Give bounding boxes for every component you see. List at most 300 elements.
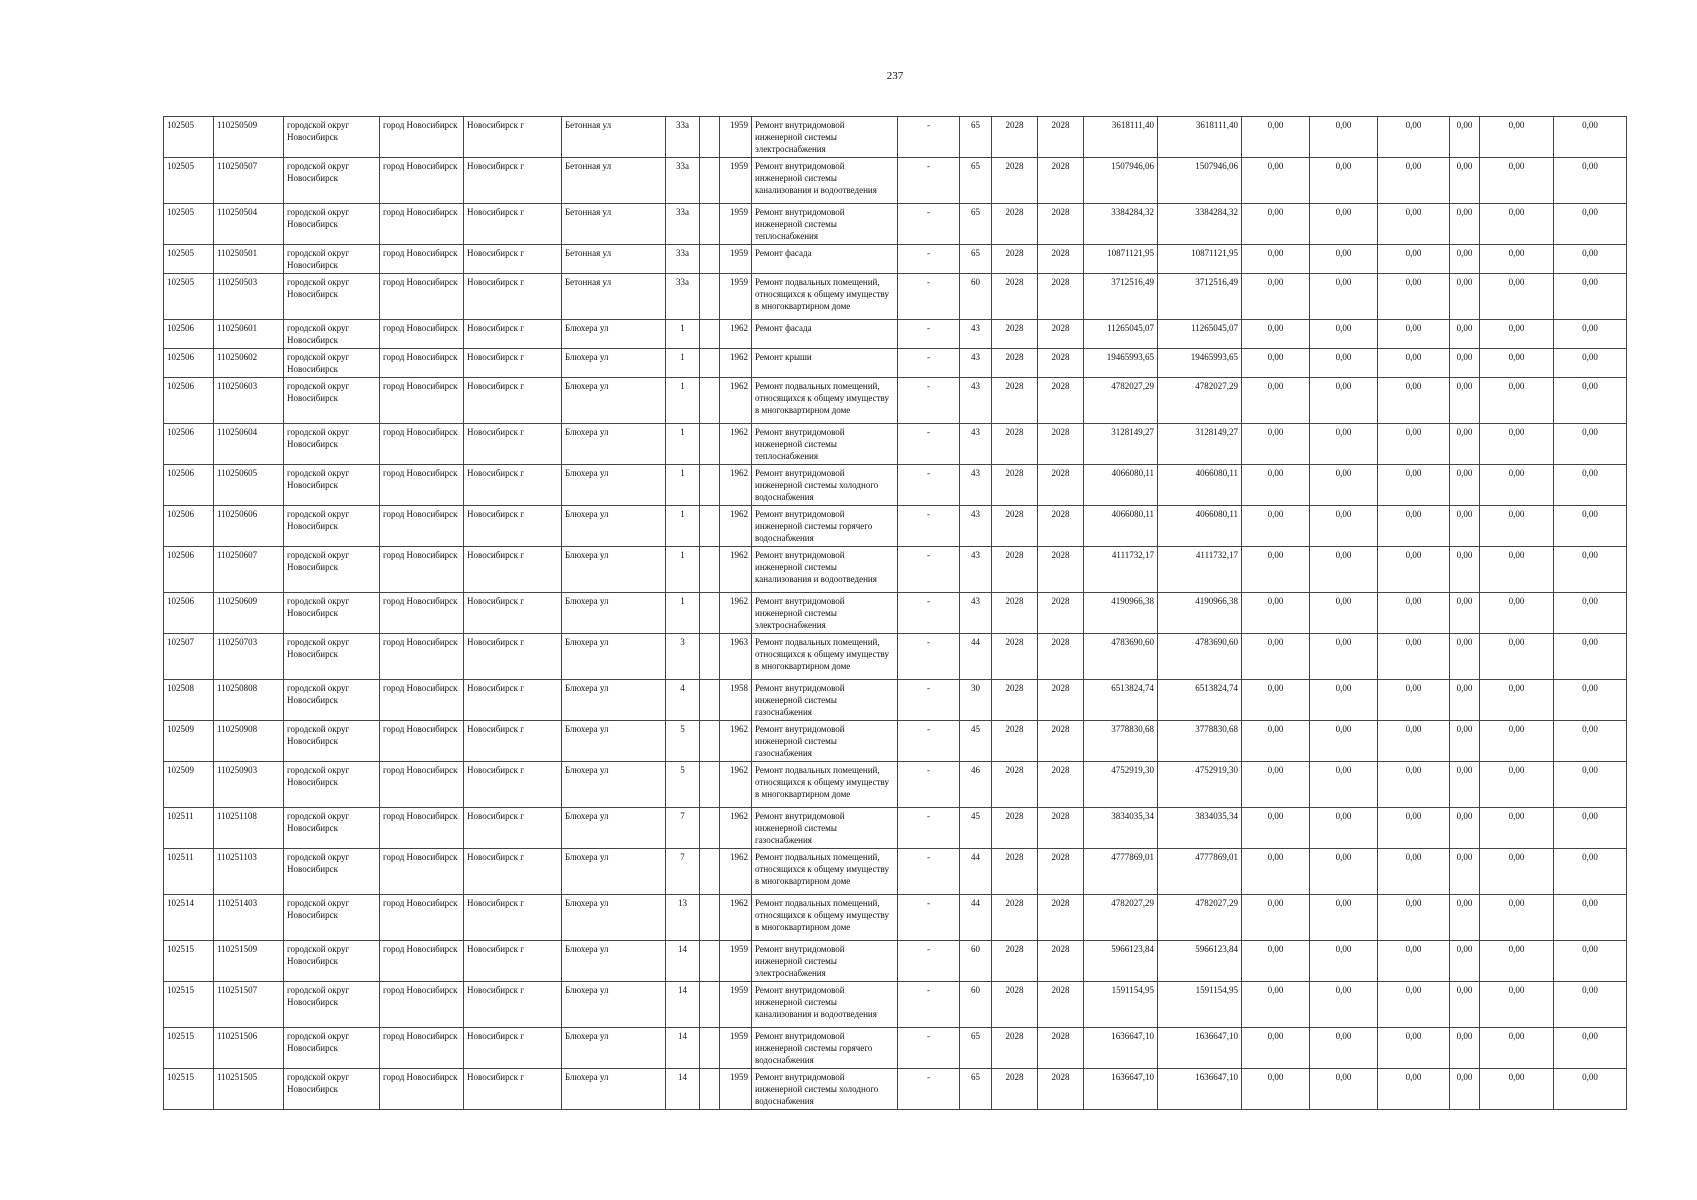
cell-code: 110250609 [214,593,284,634]
cell-extra [700,895,720,941]
cell-year: 1959 [720,204,752,245]
cell-extra [700,762,720,808]
cell-value-2: 0,00 [1310,245,1378,274]
cell-street: Бетонная ул [562,158,666,204]
cell-district: городской округ Новосибирск [284,378,380,424]
cell-value-3: 0,00 [1378,1069,1450,1110]
cell-work-type: Ремонт внутридомовой инженерной системы электроснабжения [752,593,898,634]
cell-code: 110251507 [214,982,284,1028]
cell-value-3: 0,00 [1378,895,1450,941]
cell-value-6: 0,00 [1554,378,1627,424]
cell-dash: - [898,808,960,849]
cell-id: 102506 [164,349,214,378]
cell-value-3: 0,00 [1378,349,1450,378]
cell-year-start: 2028 [992,378,1038,424]
cell-value-4: 0,00 [1450,941,1480,982]
cell-district: городской округ Новосибирск [284,762,380,808]
cell-dash: - [898,320,960,349]
cell-value-6: 0,00 [1554,506,1627,547]
cell-value-3: 0,00 [1378,982,1450,1028]
cell-extra [700,465,720,506]
cell-city: город Новосибирск [380,721,464,762]
cell-value-3: 0,00 [1378,634,1450,680]
cell-code: 110251506 [214,1028,284,1069]
cell-district: городской округ Новосибирск [284,1069,380,1110]
cell-code: 110250507 [214,158,284,204]
cell-year: 1959 [720,117,752,158]
cell-street: Блюхера ул [562,506,666,547]
cell-fund-cost: 19465993,65 [1158,349,1242,378]
cell-year: 1962 [720,378,752,424]
cell-value-3: 0,00 [1378,158,1450,204]
cell-work-type: Ремонт внутридомовой инженерной системы горячего водоснабжения [752,506,898,547]
cell-total-cost: 4190966,38 [1084,593,1158,634]
cell-code: 110251103 [214,849,284,895]
cell-year: 1962 [720,593,752,634]
cell-year-end: 2028 [1038,982,1084,1028]
cell-value-4: 0,00 [1450,117,1480,158]
cell-value-5: 0,00 [1480,274,1554,320]
cell-fund-cost: 4783690,60 [1158,634,1242,680]
cell-year: 1959 [720,245,752,274]
cell-value-1: 0,00 [1242,320,1310,349]
cell-value-3: 0,00 [1378,547,1450,593]
cell-lifetime: 43 [960,424,992,465]
cell-locality: Новосибирск г [464,634,562,680]
cell-value-1: 0,00 [1242,680,1310,721]
cell-year-start: 2028 [992,762,1038,808]
cell-year-start: 2028 [992,593,1038,634]
cell-locality: Новосибирск г [464,849,562,895]
cell-extra [700,982,720,1028]
cell-work-type: Ремонт внутридомовой инженерной системы газоснабжения [752,680,898,721]
cell-city: город Новосибирск [380,762,464,808]
cell-year-start: 2028 [992,808,1038,849]
cell-year: 1962 [720,320,752,349]
cell-value-2: 0,00 [1310,424,1378,465]
cell-district: городской округ Новосибирск [284,245,380,274]
cell-value-1: 0,00 [1242,982,1310,1028]
cell-fund-cost: 1591154,95 [1158,982,1242,1028]
cell-value-6: 0,00 [1554,762,1627,808]
cell-value-5: 0,00 [1480,634,1554,680]
cell-value-3: 0,00 [1378,680,1450,721]
cell-lifetime: 65 [960,245,992,274]
cell-value-2: 0,00 [1310,941,1378,982]
cell-house: 7 [666,849,700,895]
cell-dash: - [898,349,960,378]
cell-value-2: 0,00 [1310,204,1378,245]
cell-city: город Новосибирск [380,320,464,349]
cell-house: 1 [666,547,700,593]
cell-value-4: 0,00 [1450,634,1480,680]
cell-dash: - [898,204,960,245]
cell-total-cost: 19465993,65 [1084,349,1158,378]
cell-value-6: 0,00 [1554,895,1627,941]
cell-dash: - [898,1028,960,1069]
cell-dash: - [898,547,960,593]
cell-city: город Новосибирск [380,158,464,204]
cell-id: 102511 [164,849,214,895]
table-row [164,204,1627,245]
cell-work-type: Ремонт подвальных помещений, относящихся к общему имуществу в многоквартирном доме [752,378,898,424]
cell-value-3: 0,00 [1378,762,1450,808]
cell-year-end: 2028 [1038,721,1084,762]
cell-total-cost: 4066080,11 [1084,465,1158,506]
cell-dash: - [898,117,960,158]
cell-lifetime: 43 [960,547,992,593]
cell-value-3: 0,00 [1378,424,1450,465]
cell-extra [700,1069,720,1110]
cell-city: город Новосибирск [380,1028,464,1069]
cell-house: 1 [666,593,700,634]
table-row [164,762,1627,808]
cell-value-4: 0,00 [1450,320,1480,349]
cell-value-6: 0,00 [1554,204,1627,245]
cell-dash: - [898,849,960,895]
cell-extra [700,204,720,245]
cell-extra [700,349,720,378]
cell-value-3: 0,00 [1378,465,1450,506]
cell-locality: Новосибирск г [464,762,562,808]
cell-id: 102511 [164,808,214,849]
cell-house: 1 [666,378,700,424]
cell-id: 102505 [164,245,214,274]
cell-value-6: 0,00 [1554,808,1627,849]
cell-value-1: 0,00 [1242,349,1310,378]
cell-year-start: 2028 [992,204,1038,245]
cell-value-4: 0,00 [1450,274,1480,320]
cell-value-6: 0,00 [1554,941,1627,982]
cell-value-3: 0,00 [1378,245,1450,274]
cell-year-start: 2028 [992,680,1038,721]
cell-id: 102509 [164,762,214,808]
cell-year-end: 2028 [1038,895,1084,941]
cell-code: 110250509 [214,117,284,158]
cell-locality: Новосибирск г [464,593,562,634]
cell-fund-cost: 11265045,07 [1158,320,1242,349]
cell-dash: - [898,593,960,634]
cell-total-cost: 3834035,34 [1084,808,1158,849]
cell-dash: - [898,424,960,465]
cell-fund-cost: 4066080,11 [1158,506,1242,547]
cell-locality: Новосибирск г [464,547,562,593]
cell-locality: Новосибирск г [464,158,562,204]
cell-value-4: 0,00 [1450,547,1480,593]
cell-id: 102506 [164,593,214,634]
cell-house: 5 [666,762,700,808]
cell-fund-cost: 4190966,38 [1158,593,1242,634]
cell-code: 110250606 [214,506,284,547]
cell-value-4: 0,00 [1450,593,1480,634]
cell-value-6: 0,00 [1554,274,1627,320]
cell-locality: Новосибирск г [464,378,562,424]
cell-value-3: 0,00 [1378,941,1450,982]
cell-fund-cost: 3778830,68 [1158,721,1242,762]
cell-year-start: 2028 [992,982,1038,1028]
cell-work-type: Ремонт внутридомовой инженерной системы электроснабжения [752,941,898,982]
cell-district: городской округ Новосибирск [284,117,380,158]
cell-locality: Новосибирск г [464,465,562,506]
cell-year-end: 2028 [1038,245,1084,274]
cell-year-end: 2028 [1038,204,1084,245]
cell-street: Бетонная ул [562,117,666,158]
cell-street: Блюхера ул [562,634,666,680]
cell-value-2: 0,00 [1310,680,1378,721]
cell-value-1: 0,00 [1242,593,1310,634]
cell-work-type: Ремонт внутридомовой инженерной системы холодного водоснабжения [752,465,898,506]
cell-value-2: 0,00 [1310,808,1378,849]
cell-fund-cost: 4066080,11 [1158,465,1242,506]
cell-year: 1963 [720,634,752,680]
cell-city: город Новосибирск [380,204,464,245]
cell-value-1: 0,00 [1242,117,1310,158]
cell-total-cost: 4782027,29 [1084,378,1158,424]
cell-extra [700,245,720,274]
cell-year-end: 2028 [1038,158,1084,204]
cell-lifetime: 45 [960,808,992,849]
cell-house: 5 [666,721,700,762]
cell-city: город Новосибирск [380,680,464,721]
cell-street: Бетонная ул [562,274,666,320]
cell-value-5: 0,00 [1480,349,1554,378]
cell-fund-cost: 3128149,27 [1158,424,1242,465]
cell-year-start: 2028 [992,1069,1038,1110]
table-row [164,547,1627,593]
cell-city: город Новосибирск [380,547,464,593]
cell-city: город Новосибирск [380,895,464,941]
cell-year: 1959 [720,1069,752,1110]
cell-year-end: 2028 [1038,547,1084,593]
cell-locality: Новосибирск г [464,808,562,849]
cell-year: 1959 [720,158,752,204]
cell-value-5: 0,00 [1480,245,1554,274]
cell-year-end: 2028 [1038,593,1084,634]
cell-fund-cost: 3834035,34 [1158,808,1242,849]
cell-total-cost: 4752919,30 [1084,762,1158,808]
cell-lifetime: 60 [960,982,992,1028]
cell-value-5: 0,00 [1480,204,1554,245]
cell-value-2: 0,00 [1310,378,1378,424]
cell-year: 1959 [720,1028,752,1069]
cell-year-end: 2028 [1038,424,1084,465]
cell-total-cost: 4777869,01 [1084,849,1158,895]
cell-id: 102505 [164,117,214,158]
cell-work-type: Ремонт внутридомовой инженерной системы электроснабжения [752,117,898,158]
cell-lifetime: 43 [960,320,992,349]
table-row [164,808,1627,849]
cell-dash: - [898,634,960,680]
cell-work-type: Ремонт подвальных помещений, относящихся к общему имуществу в многоквартирном доме [752,849,898,895]
cell-year-start: 2028 [992,465,1038,506]
cell-value-4: 0,00 [1450,721,1480,762]
cell-district: городской округ Новосибирск [284,593,380,634]
cell-value-1: 0,00 [1242,465,1310,506]
cell-fund-cost: 4782027,29 [1158,378,1242,424]
cell-value-1: 0,00 [1242,506,1310,547]
cell-value-6: 0,00 [1554,424,1627,465]
cell-value-5: 0,00 [1480,158,1554,204]
cell-value-4: 0,00 [1450,378,1480,424]
cell-value-6: 0,00 [1554,320,1627,349]
cell-year: 1959 [720,982,752,1028]
cell-year: 1962 [720,506,752,547]
cell-street: Блюхера ул [562,721,666,762]
table-row [164,158,1627,204]
cell-year-end: 2028 [1038,506,1084,547]
cell-year: 1962 [720,808,752,849]
cell-house: 13 [666,895,700,941]
cell-extra [700,680,720,721]
cell-value-3: 0,00 [1378,204,1450,245]
cell-value-2: 0,00 [1310,1069,1378,1110]
cell-extra [700,1028,720,1069]
cell-total-cost: 3618111,40 [1084,117,1158,158]
cell-fund-cost: 4782027,29 [1158,895,1242,941]
cell-lifetime: 65 [960,158,992,204]
cell-street: Блюхера ул [562,895,666,941]
cell-lifetime: 65 [960,204,992,245]
cell-lifetime: 65 [960,1069,992,1110]
cell-value-2: 0,00 [1310,465,1378,506]
cell-value-1: 0,00 [1242,1069,1310,1110]
cell-street: Блюхера ул [562,1028,666,1069]
cell-total-cost: 3384284,32 [1084,204,1158,245]
table-body [164,117,1627,1110]
cell-street: Блюхера ул [562,320,666,349]
cell-value-4: 0,00 [1450,1028,1480,1069]
cell-district: городской округ Новосибирск [284,849,380,895]
cell-year-start: 2028 [992,895,1038,941]
cell-id: 102515 [164,1069,214,1110]
cell-code: 110251108 [214,808,284,849]
cell-value-6: 0,00 [1554,634,1627,680]
cell-locality: Новосибирск г [464,1028,562,1069]
table-row [164,465,1627,506]
cell-value-5: 0,00 [1480,849,1554,895]
cell-code: 110250503 [214,274,284,320]
cell-value-2: 0,00 [1310,982,1378,1028]
cell-street: Блюхера ул [562,349,666,378]
table-row [164,895,1627,941]
cell-code: 110250602 [214,349,284,378]
cell-value-4: 0,00 [1450,158,1480,204]
cell-work-type: Ремонт внутридомовой инженерной системы горячего водоснабжения [752,1028,898,1069]
cell-value-1: 0,00 [1242,634,1310,680]
cell-house: 1 [666,424,700,465]
cell-locality: Новосибирск г [464,117,562,158]
cell-id: 102505 [164,274,214,320]
cell-street: Блюхера ул [562,593,666,634]
cell-year-start: 2028 [992,245,1038,274]
cell-district: городской округ Новосибирск [284,1028,380,1069]
cell-code: 110250601 [214,320,284,349]
cell-code: 110251403 [214,895,284,941]
cell-value-2: 0,00 [1310,158,1378,204]
cell-year-start: 2028 [992,849,1038,895]
cell-lifetime: 43 [960,593,992,634]
cell-value-1: 0,00 [1242,1028,1310,1069]
cell-extra [700,941,720,982]
cell-locality: Новосибирск г [464,424,562,465]
cell-city: город Новосибирск [380,849,464,895]
cell-extra [700,593,720,634]
cell-total-cost: 4111732,17 [1084,547,1158,593]
cell-work-type: Ремонт внутридомовой инженерной системы канализования и водоотведения [752,982,898,1028]
cell-id: 102506 [164,547,214,593]
cell-value-2: 0,00 [1310,274,1378,320]
cell-value-6: 0,00 [1554,593,1627,634]
cell-value-6: 0,00 [1554,117,1627,158]
table-row [164,424,1627,465]
cell-total-cost: 1591154,95 [1084,982,1158,1028]
cell-value-6: 0,00 [1554,547,1627,593]
cell-lifetime: 30 [960,680,992,721]
cell-house: 33а [666,158,700,204]
cell-fund-cost: 3712516,49 [1158,274,1242,320]
cell-work-type: Ремонт подвальных помещений, относящихся к общему имуществу в многоквартирном доме [752,274,898,320]
cell-code: 110251505 [214,1069,284,1110]
cell-district: городской округ Новосибирск [284,941,380,982]
cell-year-end: 2028 [1038,762,1084,808]
cell-value-1: 0,00 [1242,204,1310,245]
cell-code: 110250903 [214,762,284,808]
cell-house: 14 [666,1069,700,1110]
table-row [164,506,1627,547]
cell-value-1: 0,00 [1242,762,1310,808]
cell-id: 102506 [164,320,214,349]
cell-code: 110250604 [214,424,284,465]
cell-total-cost: 10871121,95 [1084,245,1158,274]
cell-value-1: 0,00 [1242,245,1310,274]
cell-value-5: 0,00 [1480,895,1554,941]
cell-value-6: 0,00 [1554,849,1627,895]
cell-value-5: 0,00 [1480,593,1554,634]
cell-year-start: 2028 [992,547,1038,593]
cell-id: 102506 [164,378,214,424]
cell-lifetime: 46 [960,762,992,808]
cell-work-type: Ремонт подвальных помещений, относящихся к общему имуществу в многоквартирном доме [752,634,898,680]
cell-city: город Новосибирск [380,117,464,158]
cell-lifetime: 43 [960,378,992,424]
table-row [164,941,1627,982]
cell-city: город Новосибирск [380,506,464,547]
cell-year-start: 2028 [992,158,1038,204]
table-row [164,274,1627,320]
cell-city: город Новосибирск [380,808,464,849]
cell-year: 1962 [720,349,752,378]
cell-id: 102505 [164,158,214,204]
cell-dash: - [898,721,960,762]
cell-code: 110250808 [214,680,284,721]
cell-dash: - [898,465,960,506]
cell-district: городской округ Новосибирск [284,424,380,465]
cell-value-4: 0,00 [1450,849,1480,895]
cell-year-start: 2028 [992,634,1038,680]
cell-value-3: 0,00 [1378,117,1450,158]
cell-value-2: 0,00 [1310,721,1378,762]
cell-street: Бетонная ул [562,245,666,274]
cell-lifetime: 65 [960,1028,992,1069]
cell-extra [700,274,720,320]
table-row [164,593,1627,634]
cell-lifetime: 43 [960,506,992,547]
cell-house: 33а [666,245,700,274]
cell-city: город Новосибирск [380,424,464,465]
cell-id: 102515 [164,941,214,982]
cell-value-5: 0,00 [1480,982,1554,1028]
cell-dash: - [898,378,960,424]
